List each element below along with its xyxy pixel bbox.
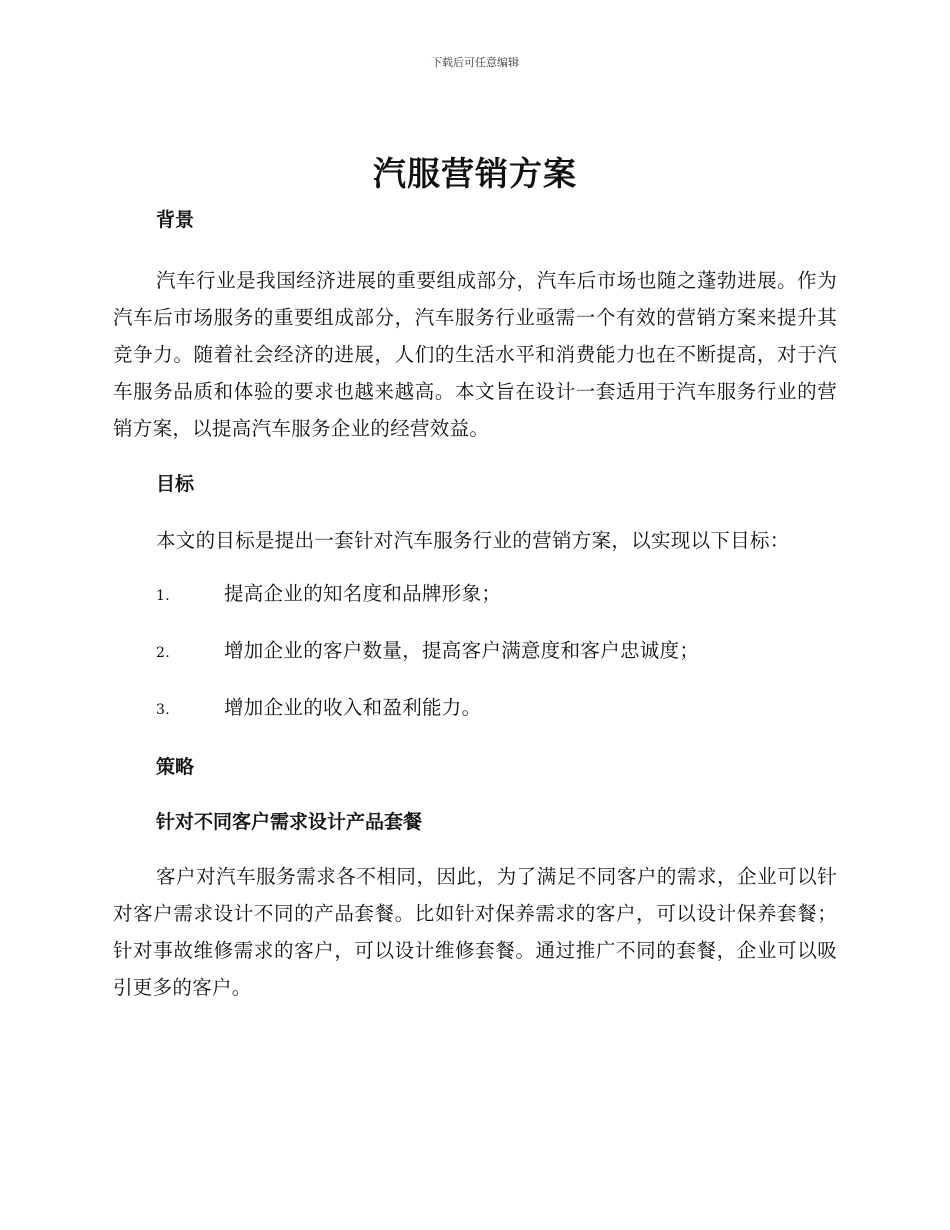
section-heading-strategy: 策略 xyxy=(156,756,195,778)
list-item xyxy=(113,690,837,728)
list-number: 3. xyxy=(156,702,170,718)
strategy-subheading: 针对不同客户需求设计产品套餐 xyxy=(156,811,423,833)
background-paragraph: 汽车行业是我国经济进展的重要组成部分，汽车后市场也随之蓬勃进展。作为汽车后市场服务的重要组成部分，汽车服务行业亟需一个有效的营销方案来提升其竞争力。随着社会经济的进展，人们的生活水平和消费能力也在不断提高，对于汽车服务品质和体验的要求也越来越高。本文旨在设计一套适用于汽车服务行业的营销方案，以提高汽车服务企业的经营效益。 xyxy=(113,269,837,440)
list-text: 增加企业的客户数量，提高客户满意度和客户忠诚度； xyxy=(224,639,700,662)
header-note: 下载后可任意编辑 xyxy=(431,56,519,69)
section-heading-background: 背景 xyxy=(156,209,195,231)
goals-list xyxy=(113,576,837,728)
list-item xyxy=(113,576,837,614)
list-number: 2. xyxy=(156,645,170,661)
list-text: 增加企业的收入和盈利能力。 xyxy=(224,696,482,719)
document-title: 汽服营销方案 xyxy=(373,154,577,193)
list-text: 提高企业的知名度和品牌形象； xyxy=(224,582,502,605)
list-item xyxy=(113,633,837,671)
section-heading-goals: 目标 xyxy=(156,473,195,495)
goals-paragraph: 本文的目标是提出一套针对汽车服务行业的营销方案，以实现以下目标： xyxy=(156,529,790,552)
strategy-paragraph: 客户对汽车服务需求各不相同，因此，为了满足不同客户的需求，企业可以针对客户需求设计不同的产品套餐。比如针对保养需求的客户，可以设计保养套餐；针对事故维修需求的客户，可以设计维修套餐。通过推广不同的套餐，企业可以吸引更多的客户。 xyxy=(113,865,837,999)
list-number: 1. xyxy=(156,588,170,604)
document-body xyxy=(113,200,837,1006)
